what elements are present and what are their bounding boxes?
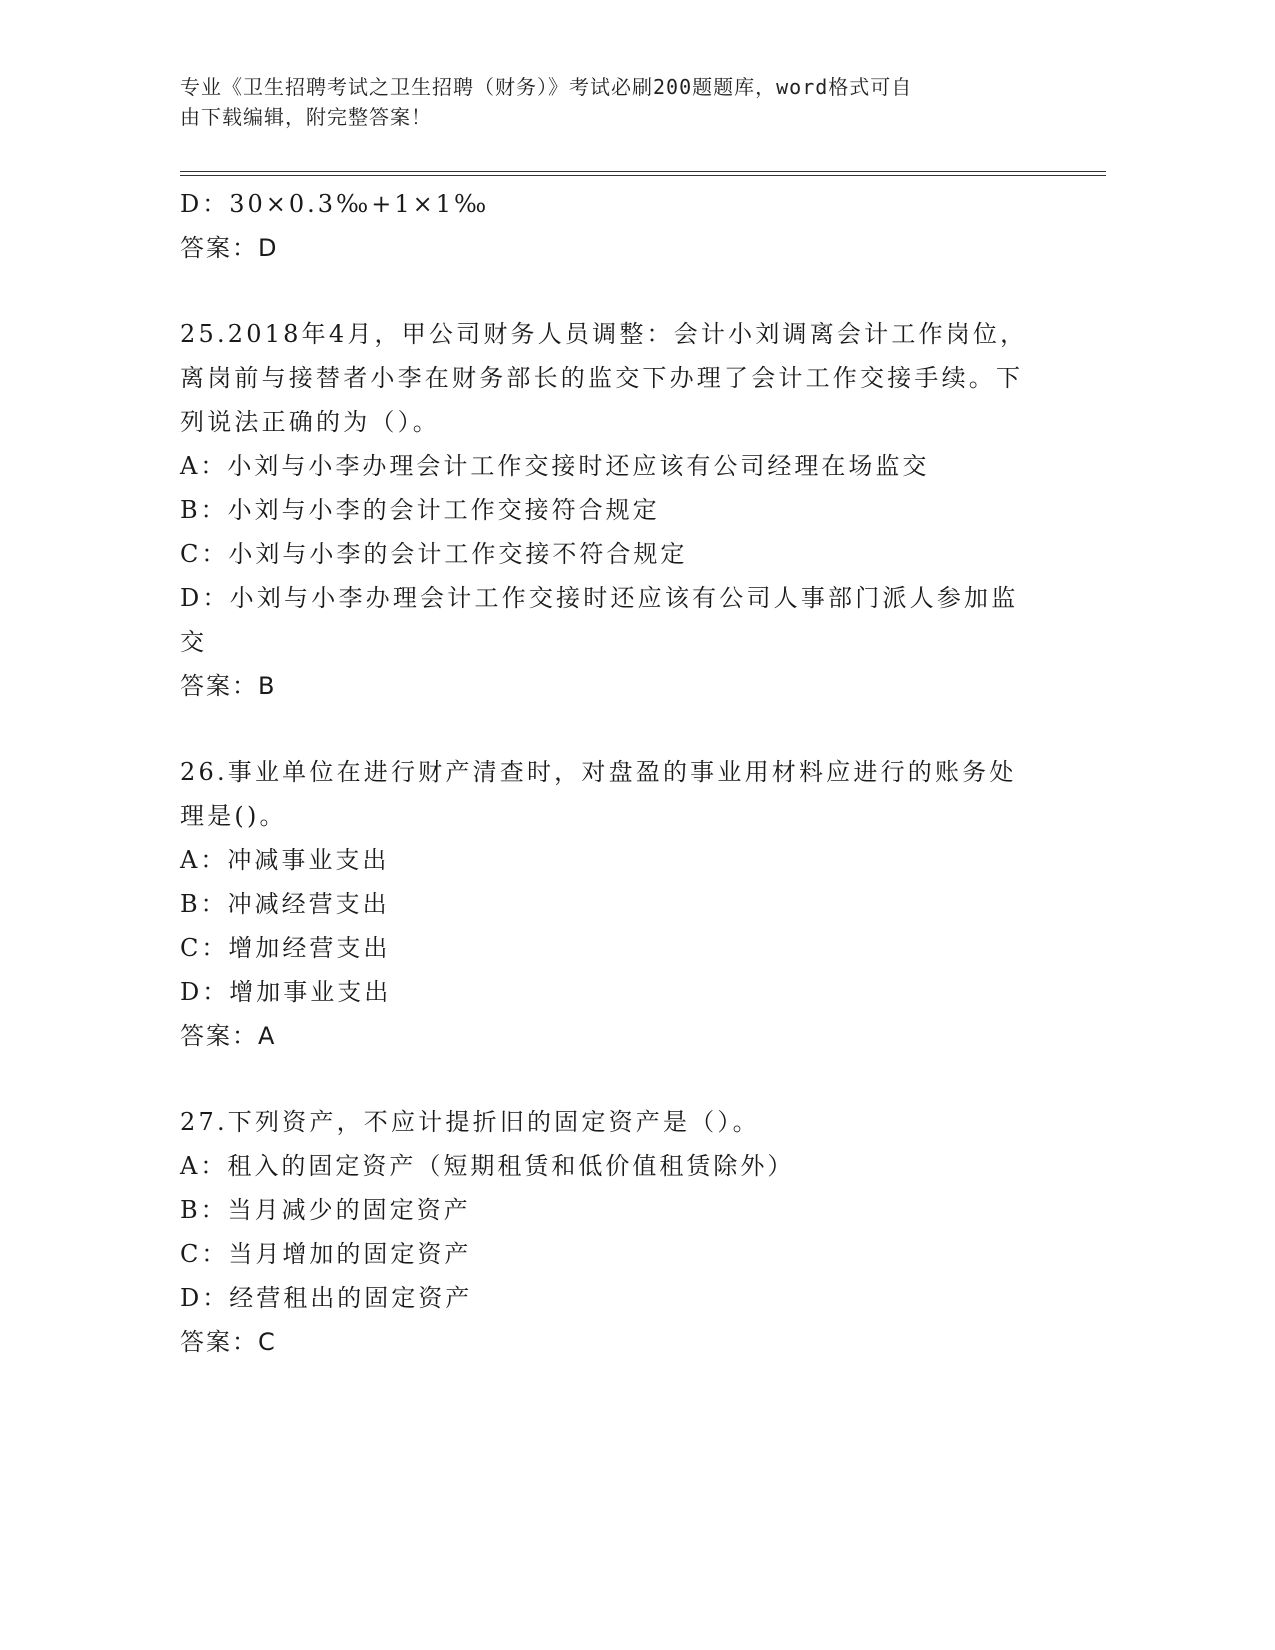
option-c: C：小刘与小李的会计工作交接不符合规定 [180, 540, 688, 568]
option-d: D：经营租出的固定资产 [180, 1284, 473, 1312]
option-c: C：增加经营支出 [180, 934, 391, 962]
option-c: C：当月增加的固定资产 [180, 1240, 472, 1268]
option-d: D：30×0.3‰+1×1‰ [180, 190, 490, 218]
question-stem: 25.2018年4月，甲公司财务人员调整：会计小刘调离会计工作岗位，离岗前与接替者小李在财务部长的监交下办理了会计工作交接手续。下列说法正确的为（）。 [180, 320, 1028, 436]
option-b: B：小刘与小李的会计工作交接符合规定 [180, 496, 660, 524]
question-27 [180, 1100, 1040, 1364]
header-line-1: 专业《卫生招聘考试之卫生招聘（财务）》考试必刷200题题库，word格式可自 [180, 75, 913, 99]
option-a: A：小刘与小李办理会计工作交接时还应该有公司经理在场监交 [180, 452, 930, 480]
answer-line: 答案：C [180, 1328, 277, 1356]
header-double-rule [180, 171, 1106, 176]
option-d: D：小刘与小李办理会计工作交接时还应该有公司人事部门派人参加监交 [180, 584, 1019, 656]
spacer [180, 1058, 1040, 1100]
option-b: B：当月减少的固定资产 [180, 1196, 471, 1224]
document-header [180, 72, 1040, 132]
option-a: A：冲减事业支出 [180, 846, 390, 874]
question-26 [180, 750, 1040, 1058]
document-body [180, 182, 1040, 1364]
option-b: B：冲减经营支出 [180, 890, 390, 918]
option-d: D：增加事业支出 [180, 978, 392, 1006]
spacer [180, 708, 1040, 750]
option-a: A：租入的固定资产（短期租赁和低价值租赁除外） [180, 1152, 795, 1180]
answer-line: 答案：D [180, 234, 279, 262]
header-line-2: 由下载编辑，附完整答案！ [180, 105, 432, 129]
question-stem: 26.事业单位在进行财产清查时，对盘盈的事业用材料应进行的账务处理是()。 [180, 758, 1017, 830]
question-stem: 27.下列资产，不应计提折旧的固定资产是（）。 [180, 1108, 760, 1136]
question-25 [180, 312, 1040, 708]
previous-question-tail [180, 182, 1040, 270]
answer-line: 答案：B [180, 672, 277, 700]
spacer [180, 270, 1040, 312]
answer-line: 答案：A [180, 1022, 277, 1050]
